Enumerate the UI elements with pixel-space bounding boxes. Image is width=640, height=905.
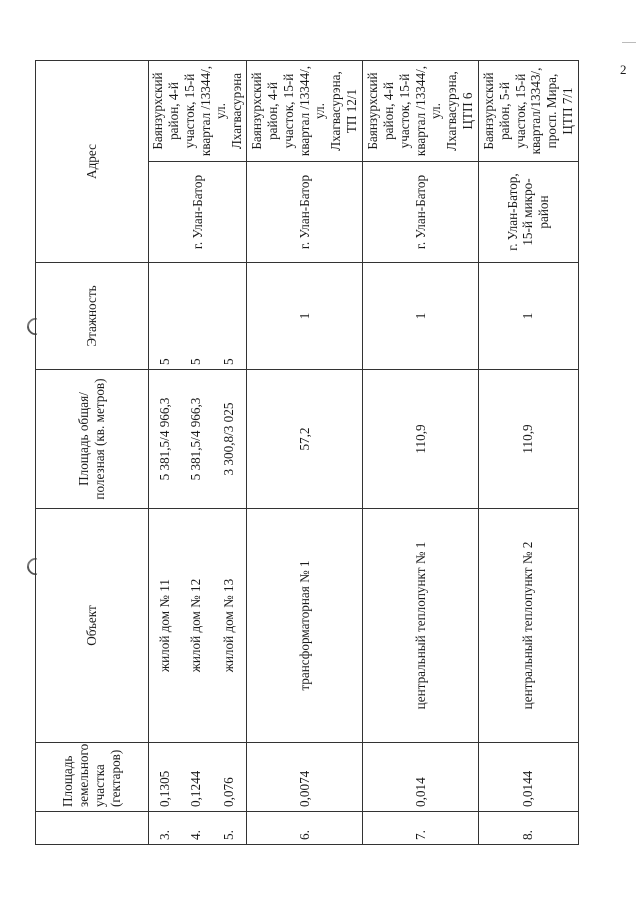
cell-land-area: 0,0144 [478,743,578,812]
cell-object: жилой дом № 12 [180,509,211,743]
page-number: 2 [620,62,627,77]
cell-land-area: 0,0074 [247,743,363,812]
table-row [149,61,181,845]
cell-land-area: 0,014 [362,743,478,812]
rotated-table-wrapper [35,60,576,845]
scan-mark [622,42,636,43]
land-plot-table [35,60,579,845]
table-row [247,61,363,845]
cell-address: Баянзурхский район, 5-й участок, 15-й квартал/13343/, просп. Мира, ЦТП 7/1 [478,61,578,162]
cell-object: жилой дом № 13 [211,509,246,743]
cell-address: Баянзурхский район, 4-й участок, 15-й квартал /13344/, ул. Лхагвасурэна [149,61,247,162]
cell-city: г. Улан-Батор [362,162,478,263]
cell-number: 5. [211,812,246,845]
cell-area: 3 300,8/3 025 [211,370,246,509]
cell-land-area: 0,076 [211,743,246,812]
table-row [478,61,578,845]
cell-number: 6. [247,812,363,845]
cell-area: 57,2 [247,370,363,509]
cell-floors: 5 [211,263,246,370]
header-area: Площадь общая/полезная (кв. метров) [36,370,149,509]
cell-address: Баянзурхский район, 4-й участок, 15-й квартал /13344/, ул. Лхагвасурэна, ТП 12/1 [247,61,363,162]
cell-land-area: 0,1305 [149,743,181,812]
header-number [36,812,149,845]
header-floors: Этажность [36,263,149,370]
cell-floors: 1 [247,263,363,370]
cell-area: 110,9 [362,370,478,509]
cell-city: г. Улан-Батор [247,162,363,263]
cell-floors: 1 [478,263,578,370]
cell-floors: 5 [180,263,211,370]
cell-object: трансформаторная № 1 [247,509,363,743]
cell-number: 8. [478,812,578,845]
cell-area: 5 381,5/4 966,3 [180,370,211,509]
cell-object: центральный теплопункт № 2 [478,509,578,743]
cell-land-area: 0,1244 [180,743,211,812]
header-land-area: Площадь земельного участка (гектаров) [36,743,149,812]
cell-object: жилой дом № 11 [149,509,181,743]
cell-object: центральный теплопункт № 1 [362,509,478,743]
header-object: Объект [36,509,149,743]
header-address: Адрес [36,61,149,263]
cell-area: 5 381,5/4 966,3 [149,370,181,509]
cell-number: 3. [149,812,181,845]
table-header-row [36,61,149,845]
cell-floors: 5 [149,263,181,370]
cell-city: г. Улан-Батор [149,162,247,263]
cell-address: Баянзурхский район, 4-й участок, 15-й квартал /13344/, ул. Лхагвасурэна, ЦТП 6 [362,61,478,162]
cell-city: г. Улан-Батор, 15-й микро-район [478,162,578,263]
cell-number: 7. [362,812,478,845]
table-row [362,61,478,845]
cell-number: 4. [180,812,211,845]
cell-area: 110,9 [478,370,578,509]
cell-floors: 1 [362,263,478,370]
